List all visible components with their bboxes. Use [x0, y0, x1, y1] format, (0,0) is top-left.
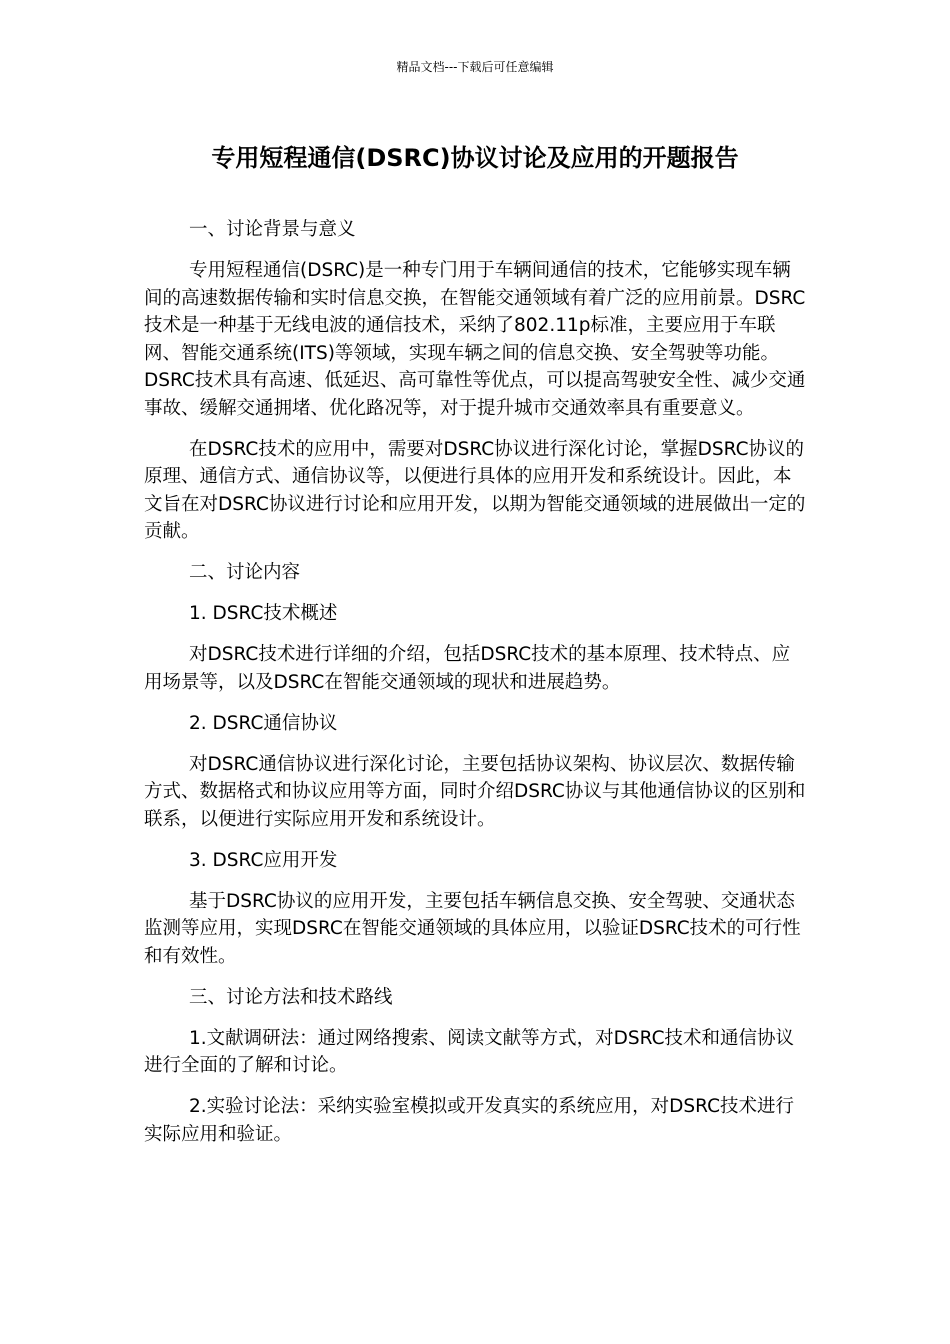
section-3-paragraph-2: 2.实验讨论法：采纳实验室模拟或开发真实的系统应用，对DSRC技术进行实际应用和验证。	[144, 1096, 794, 1145]
section-2-heading: 二、讨论内容	[189, 562, 301, 583]
section-3-heading: 三、讨论方法和技术路线	[189, 986, 393, 1008]
section-1-heading: 一、讨论背景与意义	[189, 219, 356, 240]
section-1-paragraph-2: 在DSRC技术的应用中，需要对DSRC协议进行深化讨论，掌握DSRC协议的原理、通信方式、通信协议等，以便进行具体的应用开发和系统设计。因此，本文旨在对DSRC协议进行讨论和应用开发，以期为智能交通领域的进展做出一定的贡献。	[144, 438, 806, 542]
section-2-3-paragraph: 基于DSRC协议的应用开发，主要包括车辆信息交换、安全驾驶、交通状态监测等应用，实现DSRC在智能交通领域的具体应用，以验证DSRC技术的可行性和有效性。	[144, 890, 801, 967]
document-title: 专用短程通信(DSRC)协议讨论及应用的开题报告	[211, 144, 739, 172]
section-2-1-paragraph: 对DSRC技术进行详细的介绍，包括DSRC技术的基本原理、技术特点、应用场景等，以及DSRC在智能交通领域的现状和进展趋势。	[144, 644, 791, 693]
section-1-paragraph-1: 专用短程通信(DSRC)是一种专门用于车辆间通信的技术，它能够实现车辆间的高速数据传输和实时信息交换，在智能交通领域有着广泛的应用前景。DSRC技术是一种基于无线电波的通信技术，采纳了802.11p标准，主要应用于车联网、智能交通系统(ITS)等领域，实现车辆之间的信息交换、安全驾驶等功能。DSRC技术具有高速、低延迟、高可靠性等优点，可以提高驾驶安全性、减少交通事故、缓解交通拥堵、优化路况等，对于提升城市交通效率具有重要意义。	[144, 260, 806, 419]
document-body	[144, 216, 808, 1162]
section-3-paragraph-1: 1.文献调研法：通过网络搜索、阅读文献等方式，对DSRC技术和通信协议进行全面的了解和讨论。	[144, 1027, 794, 1076]
page-header-note: 精品文档---下载后可任意编辑	[396, 60, 554, 74]
section-2-2-paragraph: 对DSRC通信协议进行深化讨论，主要包括协议架构、协议层次、数据传输方式、数据格式和协议应用等方面，同时介绍DSRC协议与其他通信协议的区别和联系，以便进行实际应用开发和系统设计。	[144, 753, 806, 830]
section-2-1-heading: 1. DSRC技术概述	[189, 603, 338, 624]
section-2-2-heading: 2. DSRC通信协议	[189, 712, 338, 734]
section-2-3-heading: 3. DSRC应用开发	[189, 849, 338, 871]
